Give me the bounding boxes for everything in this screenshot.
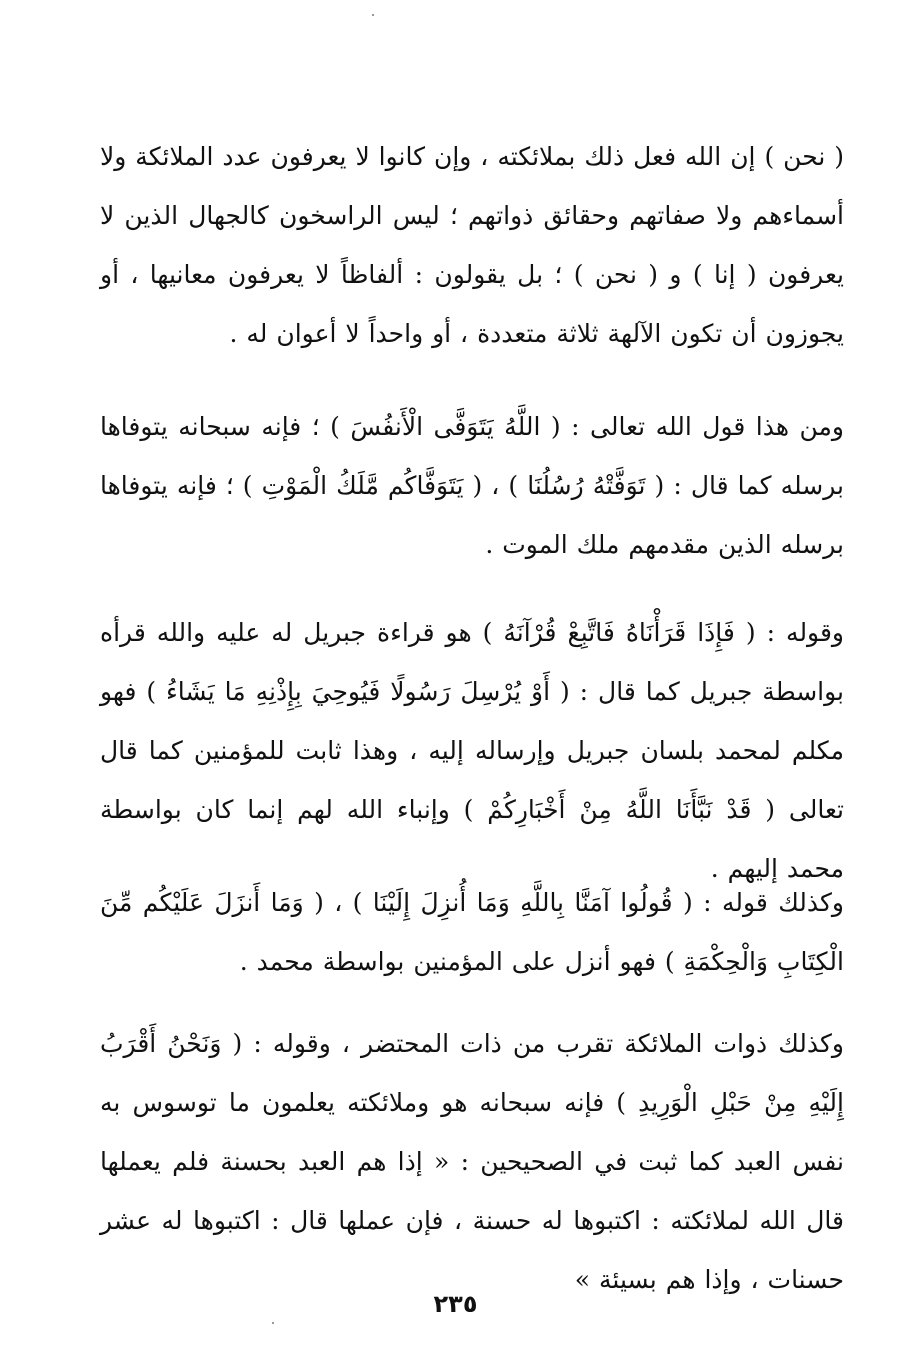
- paragraph-5: وكذلك ذوات الملائكة تقرب من ذات المحتضر ، وقوله : ( وَنَحْنُ أَقْرَبُ إِلَيْهِ مِنْ حَبْلِ الْوَرِيدِ ) فإنه سبحانه هو وملائكته يعلمون ما توسوس به نفس العبد كما ثبت في الصحيحين : « إذا هم العبد بحسنة فلم يعملها قال الله لملائكته : اكتبوها له حسنة ، فإن عملها قال : اكتبوها له عشر حسنات ، وإذا هم بسيئة »: [100, 1029, 844, 1294]
- scan-speck: [272, 1322, 274, 1324]
- paragraph-2: ومن هذا قول الله تعالى : ( اللَّهُ يَتَوَفَّى الْأَنفُسَ ) ؛ فإنه سبحانه يتوفاها برسله كما قال : ( تَوَفَّتْهُ رُسُلُنَا ) ، ( يَتَوَفَّاكُم مَّلَكُ الْمَوْتِ ) ؛ فإنه يتوفاها برسله الذين مقدمهم ملك الموت .: [100, 412, 844, 559]
- page-number: ٢٣٥: [433, 1290, 478, 1318]
- paragraph-1: ( نحن ) إن الله فعل ذلك بملائكته ، وإن كانوا لا يعرفون عدد الملائكة ولا أسماءهم ولا صفاتهم وحقائق ذواتهم ؛ ليس الراسخون كالجهال الذين لا يعرفون ( إنا ) و ( نحن ) ؛ بل يقولون : ألفاظاً لا يعرفون معانيها ، أو يجوزون أن تكون الآلهة ثلاثة متعددة ، أو واحداً لا أعوان له .: [100, 142, 844, 348]
- paragraph-3: وقوله : ( فَإِذَا قَرَأْنَاهُ فَاتَّبِعْ قُرْآنَهُ ) هو قراءة جبريل له عليه والله قرأه بواسطة جبريل كما قال : ( أَوْ يُرْسِلَ رَسُولًا فَيُوحِيَ بِإِذْنِهِ مَا يَشَاءُ ) فهو مكلم لمحمد بلسان جبريل وإرساله إليه ، وهذا ثابت للمؤمنين كما قال تعالى ( قَدْ نَبَّأَنَا اللَّهُ مِنْ أَخْبَارِكُمْ ) وإنباء الله لهم إنما كان بواسطة محمد إليهم .: [100, 618, 844, 883]
- paragraph-4: وكذلك قوله : ( قُولُوا آمَنَّا بِاللَّهِ وَمَا أُنزِلَ إِلَيْنَا ) ، ( وَمَا أَنزَلَ عَلَيْكُم مِّنَ الْكِتَابِ وَالْحِكْمَةِ ) فهو أنزل على المؤمنين بواسطة محمد .: [100, 888, 844, 976]
- scan-speck: [372, 14, 374, 16]
